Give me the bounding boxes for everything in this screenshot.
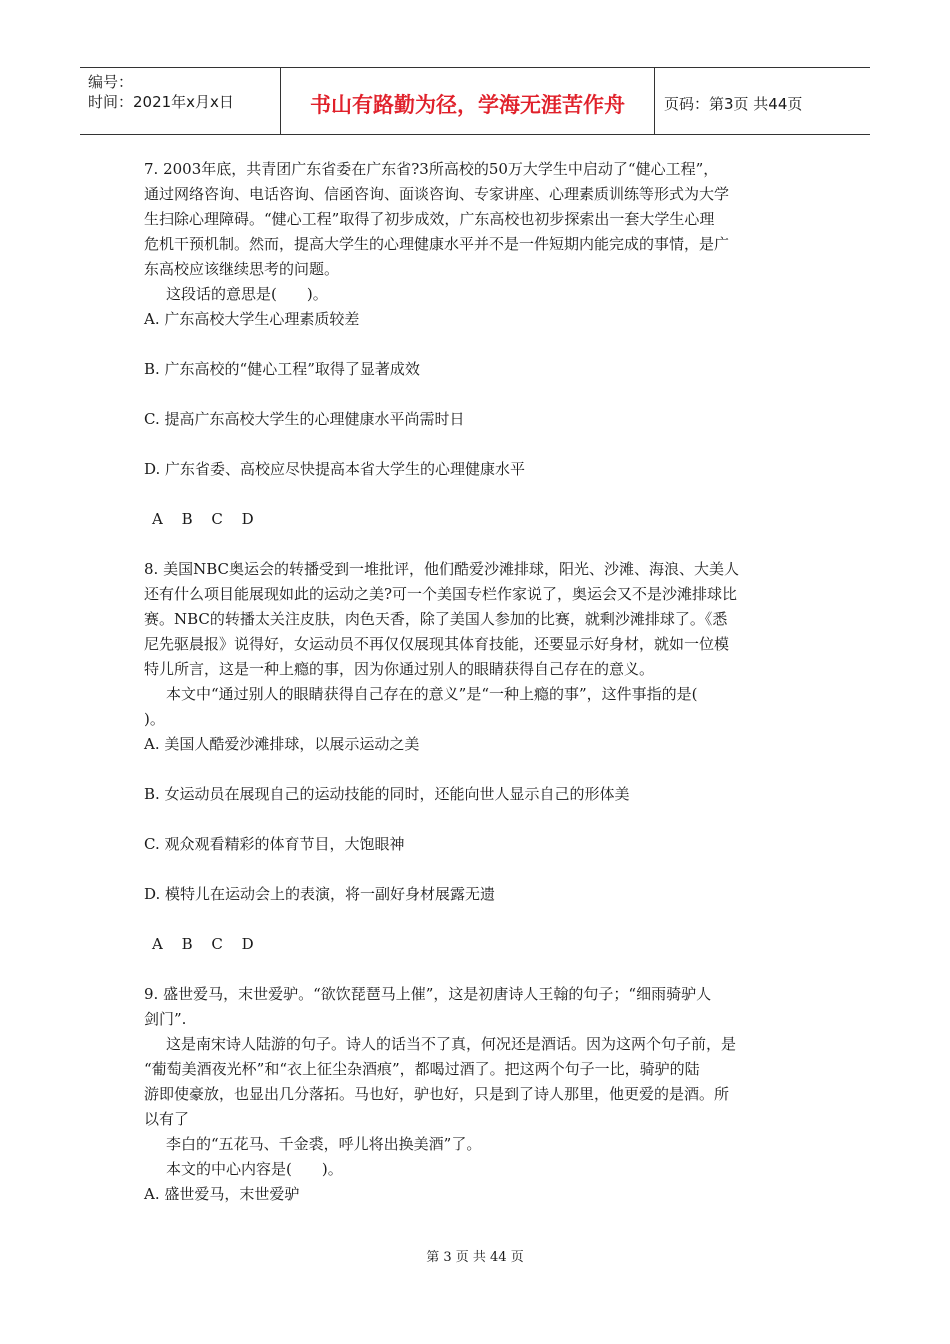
doc-number-label: 编号： (88, 73, 134, 91)
q8-line-5: 特儿所言，这是一种上瘾的事，因为你通过别人的眼睛获得自己存在的意义。 (144, 660, 655, 678)
question-9 (144, 982, 812, 1207)
q8-question-line-2: )。 (144, 710, 165, 728)
header-page-info: 页码：第3页 共44页 (664, 94, 803, 113)
q8-line-1: 8. 美国NBC奥运会的转播受到一堆批评，他们酷爱沙滩排球，阳光、沙滩、海浪、大美人 (144, 560, 739, 578)
question-7 (144, 157, 812, 532)
q8-option-b: B. 女运动员在展现自己的运动技能的同时，还能向世人显示自己的形体美 (144, 785, 630, 803)
q7-option-a: A. 广东高校大学生心理素质较差 (144, 310, 360, 328)
page-header (80, 67, 870, 135)
document-body (144, 157, 812, 1207)
q9-para-line-4: 以有了 (144, 1110, 190, 1128)
q8-question-line-1: 本文中“通过别人的眼睛获得自己存在的意义”是“一种上瘾的事”，这件事指的是( (166, 685, 698, 703)
q7-answer-choices: A B C D (152, 510, 254, 528)
q9-line-2: 剑门”. (144, 1010, 187, 1028)
q9-para-line-2: “葡萄美酒夜光杯”和“衣上征尘杂酒痕”，都喝过酒了。把这两个句子一比，骑驴的陆 (144, 1060, 700, 1078)
q7-option-b: B. 广东高校的“健心工程”取得了显著成效 (144, 360, 420, 378)
q9-li-bai-line: 李白的“五花马、千金裘，呼儿将出换美酒”了。 (166, 1135, 482, 1153)
q7-question: 这段话的意思是( )。 (166, 285, 328, 303)
q8-option-d: D. 模特儿在运动会上的表演，将一副好身材展露无遗 (144, 885, 496, 903)
header-meta (80, 68, 281, 134)
q8-line-3: 赛。NBC的转播太关注皮肤，肉色天香，除了美国人参加的比赛，就剩沙滩排球了。《悉 (144, 610, 728, 628)
q8-line-4: 尼先驱晨报》说得好，女运动员不再仅仅展现其体育技能，还要显示好身材，就如一位模 (144, 635, 730, 653)
q8-answer-choices: A B C D (152, 935, 254, 953)
q9-para-line-3: 游即使豪放，也显出几分落拓。马也好，驴也好，只是到了诗人那里，他更爱的是酒。所 (144, 1085, 730, 1103)
header-motto: 书山有路勤为径，学海无涯苦作舟 (281, 68, 655, 134)
q7-option-c: C. 提高广东高校大学生的心理健康水平尚需时日 (144, 410, 465, 428)
q7-line-5: 东高校应该继续思考的问题。 (144, 260, 340, 278)
q7-line-1: 7. 2003年底，共青团广东省委在广东省?3所高校的50万大学生中启动了“健心工程”， (144, 160, 719, 178)
q9-para-line-1: 这是南宋诗人陆游的句子。诗人的话当不了真，何况还是酒话。因为这两个句子前，是 (166, 1035, 737, 1053)
q7-option-d: D. 广东省委、高校应尽快提高本省大学生的心理健康水平 (144, 460, 526, 478)
q7-line-2: 通过网络咨询、电话咨询、信函咨询、面谈咨询、专家讲座、心理素质训练等形式为大学 (144, 185, 730, 203)
q8-option-c: C. 观众观看精彩的体育节目，大饱眼神 (144, 835, 405, 853)
q9-line-1: 9. 盛世爱马，末世爱驴。“欲饮琵琶马上催”，这是初唐诗人王翰的句子；“细雨骑驴人 (144, 985, 712, 1003)
q7-line-4: 危机干预机制。然而，提高大学生的心理健康水平并不是一件短期内能完成的事情，是广 (144, 235, 730, 253)
q9-question: 本文的中心内容是( )。 (166, 1160, 343, 1178)
page-footer: 第 3 页 共 44 页 (426, 1250, 524, 1265)
doc-time-label: 时间：2021年x月x日 (88, 93, 234, 111)
q7-line-3: 生扫除心理障碍。“健心工程”取得了初步成效，广东高校也初步探索出一套大学生心理 (144, 210, 715, 228)
question-8 (144, 557, 812, 957)
q9-option-a: A. 盛世爱马，末世爱驴 (144, 1185, 300, 1203)
q8-option-a: A. 美国人酷爱沙滩排球，以展示运动之美 (144, 735, 420, 753)
q8-line-2: 还有什么项目能展现如此的运动之美?可一个美国专栏作家说了，奥运会又不是沙滩排球比 (144, 585, 738, 603)
